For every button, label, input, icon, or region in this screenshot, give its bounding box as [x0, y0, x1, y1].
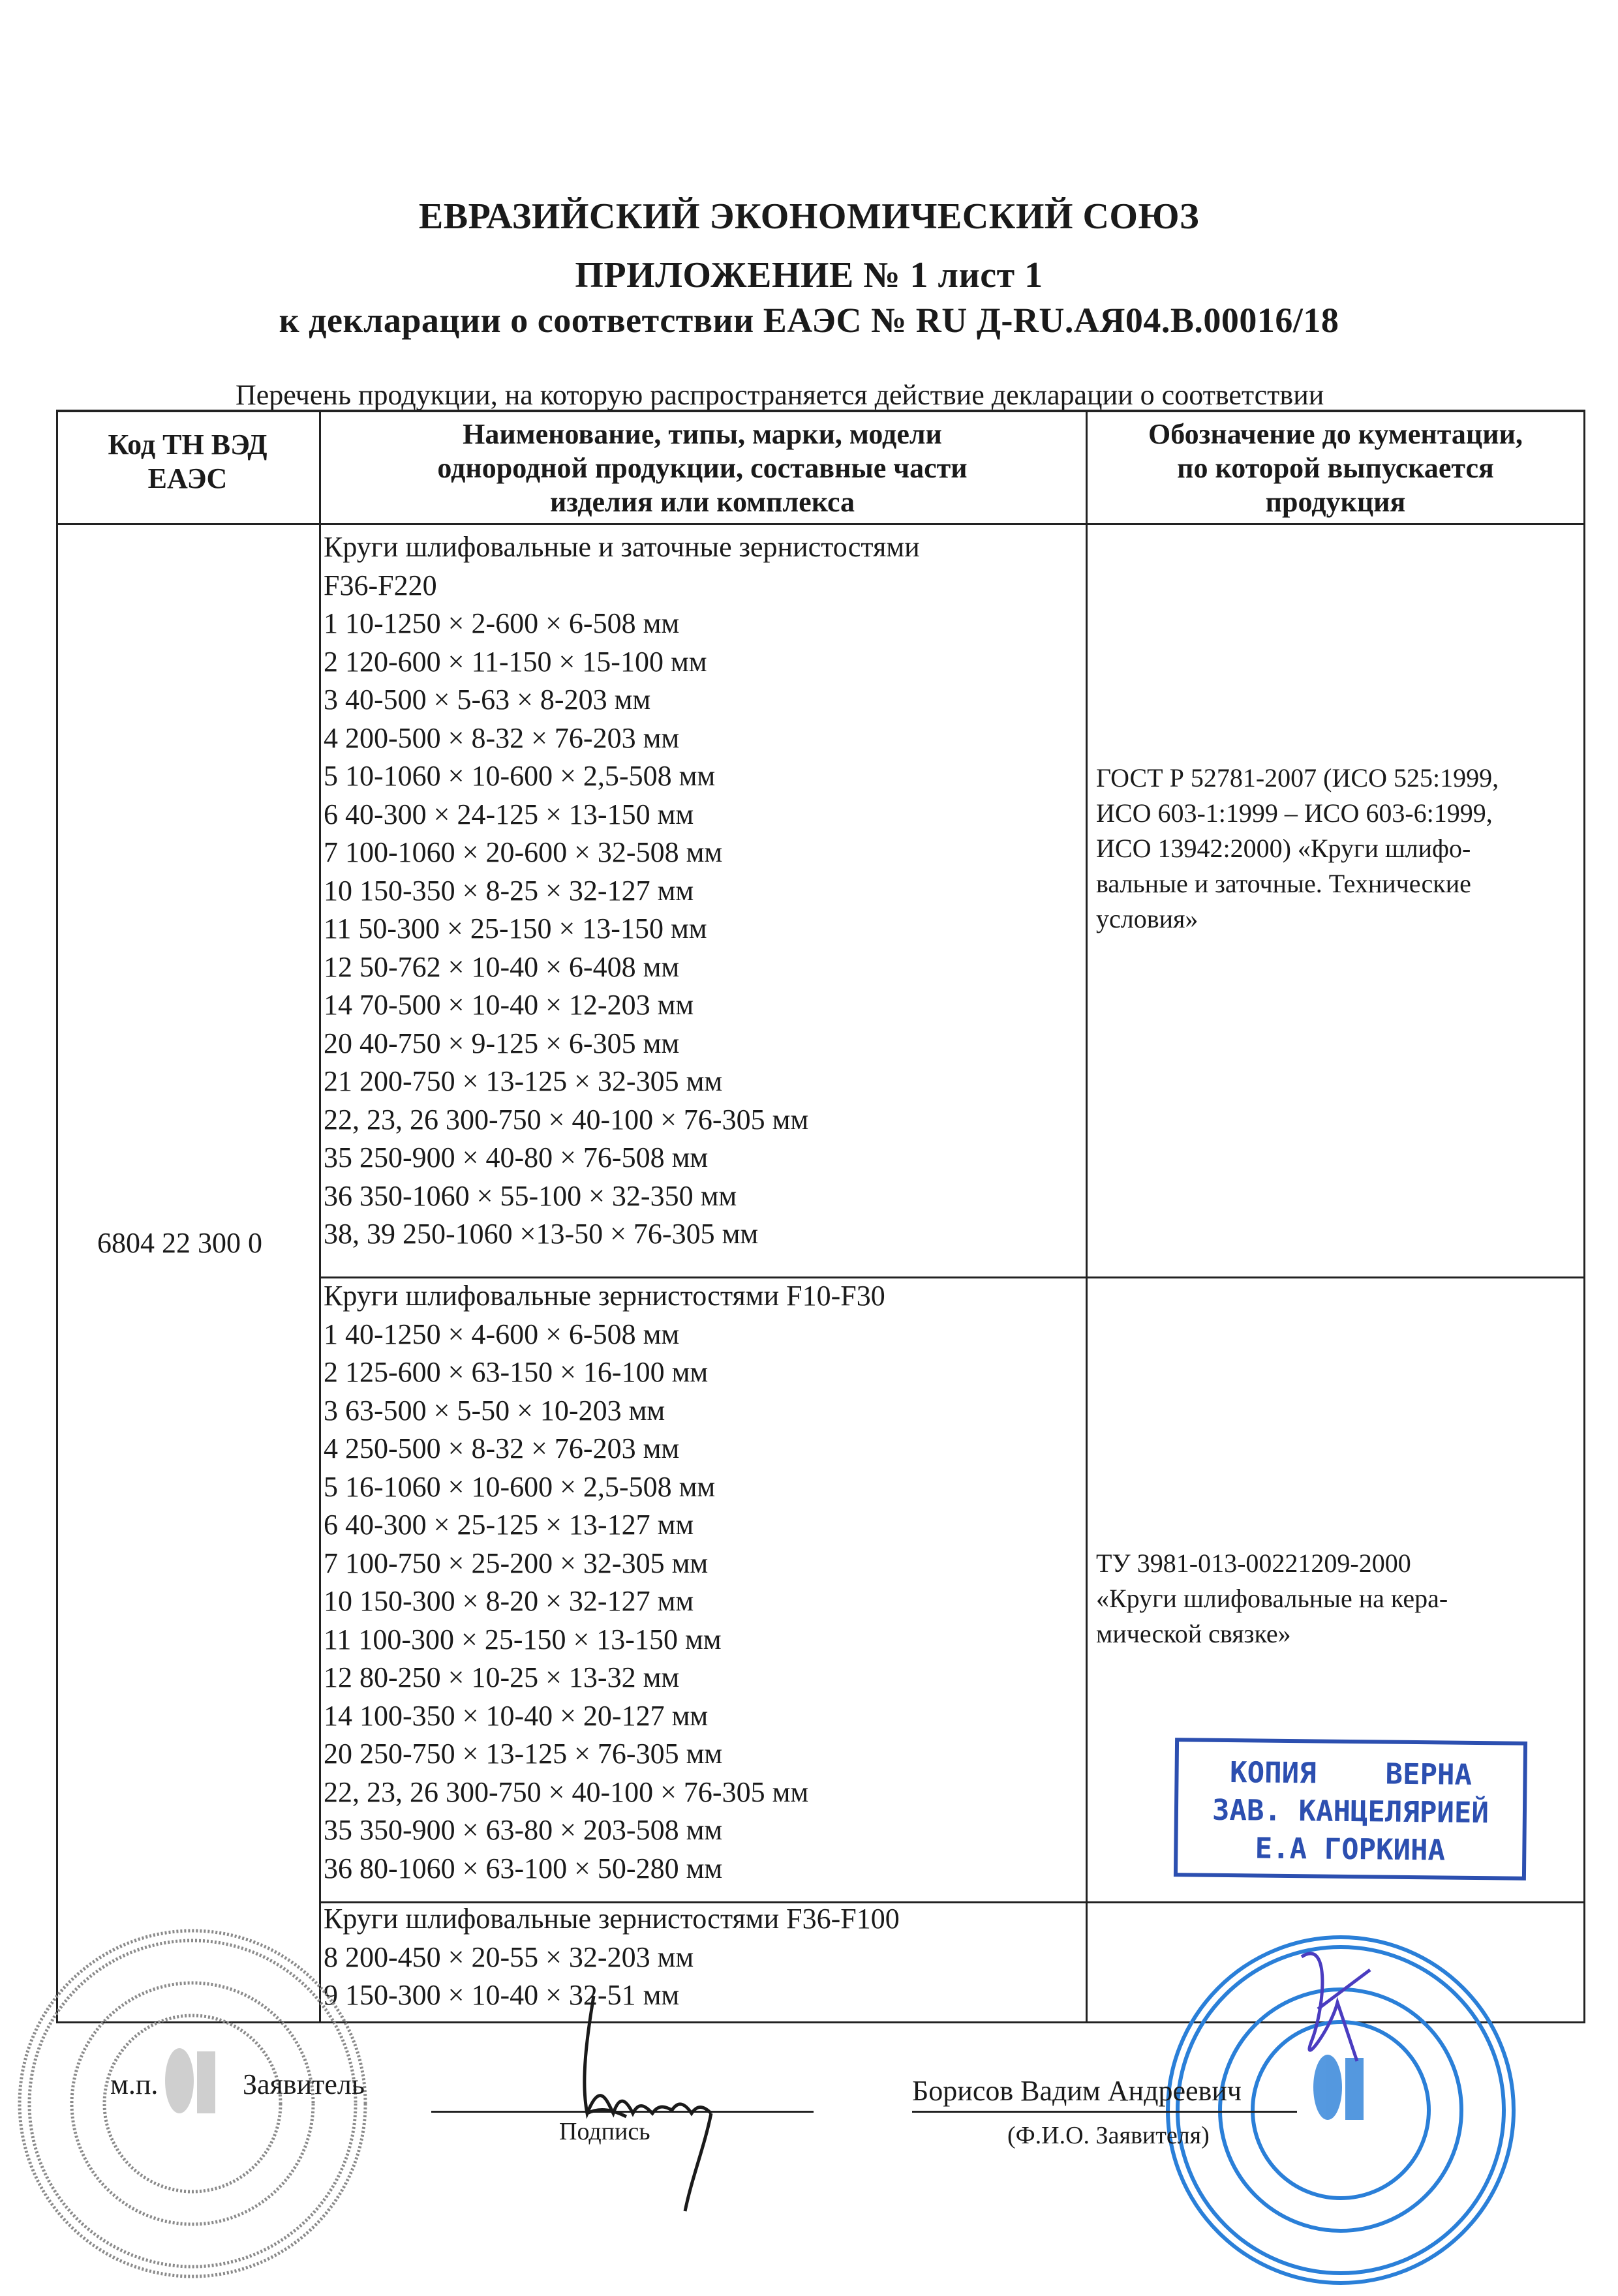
applicant-label: Заявитель [243, 2068, 365, 2100]
declaration-title: к декларации о соответствии ЕАЭС № RU Д-RU.АЯ04.В.00016/18 [279, 301, 1339, 340]
company-seal-right [1161, 1931, 1527, 2296]
section-title: Круги шлифовальные и заточные зернистостями [324, 531, 920, 563]
product-item: 20 40-750 × 9-125 × 6-305 мм [324, 1027, 680, 1059]
header-line: изделия или комплекса [549, 486, 855, 518]
product-item: 4 200-500 × 8-32 × 76-203 мм [324, 721, 680, 754]
applicant-name-label: (Ф.И.О. Заявителя) [1007, 2122, 1210, 2149]
product-item: 8 200-450 × 20-55 × 32-203 мм [324, 1941, 694, 1973]
header-line: Обозначение до кументации, [1148, 418, 1523, 450]
header-line: ЕАЭС [147, 462, 228, 494]
product-item: 12 50-762 × 10-40 × 6-408 мм [324, 950, 680, 983]
product-item: 10 150-350 × 8-25 × 32-127 мм [324, 874, 694, 907]
column-header-name [319, 417, 1086, 519]
stamp-line: КОПИЯ ВЕРНА [1229, 1756, 1473, 1792]
column-header-code [56, 428, 319, 496]
product-item: 1 10-1250 × 2-600 × 6-508 мм [324, 607, 680, 639]
documentation-cell [1096, 761, 1566, 937]
product-item: 9 150-300 × 10-40 × 32-51 мм [324, 1979, 680, 2011]
copy-certified-stamp [1174, 1738, 1527, 1881]
product-item: 11 50-300 × 25-150 × 13-150 мм [324, 913, 707, 944]
column-divider [1086, 412, 1088, 2023]
documentation-line: условия» [1096, 904, 1198, 933]
org-title: ЕВРАЗИЙСКИЙ ЭКОНОМИЧЕСКИЙ СОЮЗ [418, 196, 1200, 237]
product-item: 35 350-900 × 63-80 × 203-508 мм [324, 1814, 723, 1846]
product-item: 20 250-750 × 13-125 × 76-305 мм [324, 1738, 723, 1770]
header-divider [56, 523, 1585, 525]
tn-ved-code: 6804 22 300 0 [97, 1227, 262, 1259]
applicant-name: Борисов Вадим Андреевич [912, 2075, 1242, 2107]
product-item: 35 250-900 × 40-80 × 76-508 мм [324, 1141, 709, 1173]
documentation-line: ИСО 603-1:1999 – ИСО 603-6:1999, [1096, 798, 1493, 828]
product-item: 38, 39 250-1060 ×13-50 × 76-305 мм [324, 1218, 759, 1250]
product-item: 22, 23, 26 300-750 × 40-100 × 76-305 мм [324, 1103, 809, 1136]
appendix-title: ПРИЛОЖЕНИЕ № 1 лист 1 [575, 255, 1043, 295]
header-line: однородной продукции, составные части [437, 452, 968, 484]
product-item: 14 100-350 × 10-40 × 20-127 мм [324, 1699, 709, 1732]
product-item: 5 16-1060 × 10-600 × 2,5-508 мм [324, 1470, 716, 1503]
documentation-line: ИСО 13942:2000) «Круги шлифо- [1096, 834, 1471, 863]
table-caption: Перечень продукции, на которую распространяется действие декларации о соответствии [236, 379, 1324, 411]
product-item: 7 100-750 × 25-200 × 32-305 мм [324, 1547, 709, 1579]
company-seal-left [13, 1924, 378, 2289]
section-title: F36-F220 [324, 569, 437, 601]
product-item: 7 100-1060 × 20-600 × 32-508 мм [324, 836, 723, 868]
stamp-line: ЗАВ. КАНЦЕЛЯРИЕЙ [1212, 1793, 1489, 1830]
product-item: 36 80-1060 × 63-100 × 50-280 мм [324, 1852, 723, 1884]
product-item: 3 63-500 × 5-50 × 10-203 мм [324, 1394, 665, 1427]
product-item: 2 125-600 × 63-150 × 16-100 мм [324, 1356, 709, 1388]
documentation-line: ТУ 3981-013-00221209-2000 [1096, 1548, 1411, 1578]
product-item: 14 70-500 × 10-40 × 12-203 мм [324, 989, 694, 1021]
product-item: 10 150-300 × 8-20 × 32-127 мм [324, 1585, 694, 1617]
header-line: продукция [1265, 486, 1406, 518]
product-item: 36 350-1060 × 55-100 × 32-350 мм [324, 1179, 737, 1212]
section-title: Круги шлифовальные зернистостями F10-F30 [324, 1280, 885, 1312]
header-line: Код ТН ВЭД [108, 429, 267, 461]
seal-place-label: м.п. [110, 2068, 159, 2100]
header-line: по которой выпускается [1177, 452, 1494, 484]
product-item: 6 40-300 × 24-125 × 13-150 мм [324, 798, 694, 830]
section-title: Круги шлифовальные зернистостями F36-F100 [324, 1903, 900, 1935]
product-item: 1 40-1250 × 4-600 × 6-508 мм [324, 1318, 680, 1350]
documentation-line: вальные и заточные. Технические [1096, 869, 1471, 898]
column-divider [319, 412, 321, 2023]
column-header-documentation [1086, 417, 1585, 519]
product-item: 22, 23, 26 300-750 × 40-100 × 76-305 мм [324, 1775, 809, 1808]
table-border-right [1583, 412, 1585, 2023]
header-line: Наименование, типы, марки, модели [463, 418, 942, 450]
product-section [324, 1277, 1080, 1888]
product-item: 11 100-300 × 25-150 × 13-150 мм [324, 1623, 722, 1655]
documentation-line: мической связке» [1096, 1619, 1291, 1648]
documentation-line: ГОСТ Р 52781-2007 (ИСО 525:1999, [1096, 763, 1499, 793]
product-item: 5 10-1060 × 10-600 × 2,5-508 мм [324, 760, 716, 792]
signature-label: Подпись [559, 2118, 650, 2145]
product-item: 4 250-500 × 8-32 × 76-203 мм [324, 1432, 680, 1464]
product-item: 12 80-250 × 10-25 × 13-32 мм [324, 1661, 680, 1693]
name-underline [912, 2111, 1297, 2113]
product-item: 6 40-300 × 25-125 × 13-127 мм [324, 1509, 694, 1541]
documentation-line: «Круги шлифовальные на кера- [1096, 1584, 1448, 1613]
product-section [324, 528, 1080, 1254]
documentation-cell [1096, 1546, 1566, 1652]
stamp-line: Е.А ГОРКИНА [1255, 1832, 1446, 1867]
table-border-left [56, 412, 58, 2023]
product-item: 2 120-600 × 11-150 × 15-100 мм [324, 645, 707, 678]
product-item: 21 200-750 × 13-125 × 32-305 мм [324, 1065, 723, 1097]
product-item: 3 40-500 × 5-63 × 8-203 мм [324, 684, 651, 716]
handwritten-signature [574, 1983, 744, 2218]
